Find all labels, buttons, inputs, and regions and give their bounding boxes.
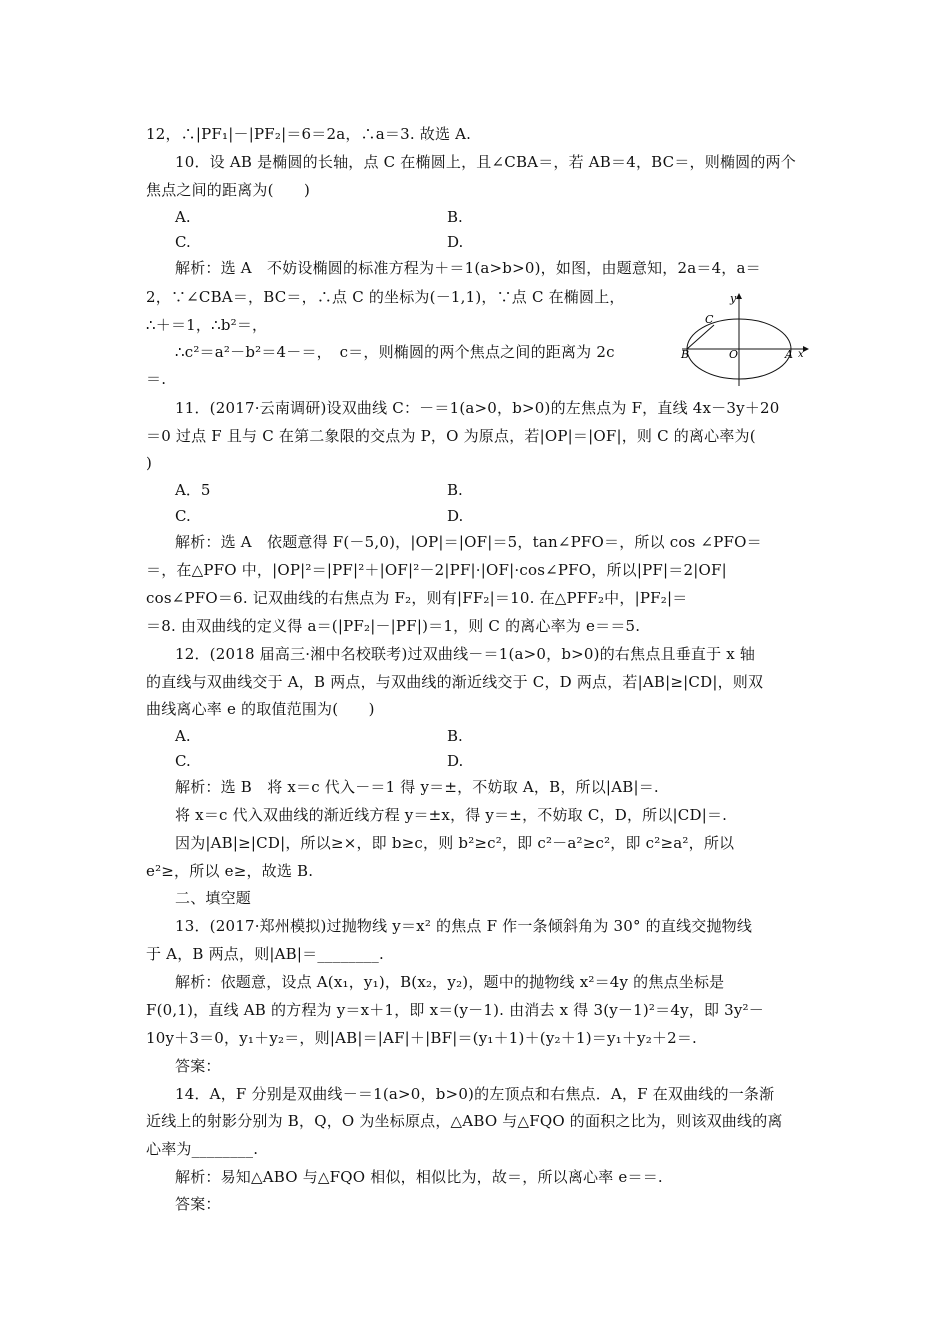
option-right: D. [447,752,464,770]
label-a: A [785,348,793,361]
text-line: 焦点之间的距离为( ) [146,181,311,199]
text-line: 解析：选 A 依题意得 F(－5,0)，|OP|＝|OF|＝5，tan∠PFO＝，所以 cos ∠PFO＝ [175,533,762,551]
text-line: ＝，在△PFO 中，|OP|²＝|PF|²＋|OF|²－2|PF|·|OF|·cos∠PFO，所以|PF|＝2|OF| [146,561,727,579]
text-line: 的直线与双曲线交于 A，B 两点，与双曲线的渐近线交于 C，D 两点，若|AB|≥|CD|，则双 [146,673,764,691]
text-line: 10y＋3＝0，y₁＋y₂＝，则|AB|＝|AF|＋|BF|＝(y₁＋1)＋(y₂＋1)＝y₁＋y₂＋2＝. [146,1029,698,1047]
text-line: 解析：依题意，设点 A(x₁，y₁)，B(x₂，y₂)，题中的抛物线 x²＝4y 的焦点坐标是 [175,973,725,991]
label-o: O [729,348,739,361]
option-left: C. [175,507,191,525]
label-b: B [681,348,690,361]
text-line: 12，∴|PF₁|－|PF₂|＝6＝2a，∴a＝3. 故选 A. [146,125,472,143]
option-right: B. [447,208,463,226]
option-left: C. [175,752,191,770]
text-line: 将 x＝c 代入双曲线的渐近线方程 y＝±x，得 y＝±，不妨取 C，D，所以|CD|＝. [175,806,728,824]
text-line: e²≥，所以 e≥，故选 B. [146,862,314,880]
label-y: y [730,292,737,305]
text-line: 心率为________. [146,1140,259,1158]
text-line: 10．设 AB 是椭圆的长轴，点 C 在椭圆上，且∠CBA＝，若 AB＝4，BC＝，则椭圆的两个 [175,153,796,171]
text-line: 解析：选 B 将 x＝c 代入－＝1 得 y＝±，不妨取 A，B，所以|AB|＝. [175,778,659,796]
text-line: 解析：易知△ABO 与△FQO 相似，相似比为，故＝，所以离心率 e＝＝. [175,1168,663,1186]
text-line: 解析：选 A 不妨设椭圆的标准方程为＋＝1(a>b>0)，如图，由题意知，2a＝4，a＝ [175,259,761,277]
text-line: ∴＋＝1，∴b²＝， [146,316,268,334]
text-line: ＝0 过点 F 且与 C 在第二象限的交点为 P，O 为原点，若|OP|＝|OF|，则 C 的离心率为( [146,427,756,445]
text-line: 近线上的射影分别为 B，Q，O 为坐标原点，△ABO 与△FQO 的面积之比为，则该双曲线的离 [146,1112,783,1130]
text-line: 答案： [175,1195,221,1213]
option-left: C. [175,233,191,251]
text-line: F(0,1)，直线 AB 的方程为 y＝x＋1，即 x＝(y－1). 由消去 x 得 3(y－1)²＝4y，即 3y²－ [146,1001,764,1019]
text-line: 13．(2017·郑州模拟)过抛物线 y＝x² 的焦点 F 作一条倾斜角为 30° 的直线交抛物线 [175,917,753,935]
text-line: 12．(2018 届高三·湘中名校联考)过双曲线－＝1(a>0，b>0)的右焦点且垂直于 x 轴 [175,645,756,663]
text-line: ＝. [146,370,167,388]
label-c: C [705,313,714,326]
option-right: B. [447,727,463,745]
text-line: 因为|AB|≥|CD|，所以≥×，即 b≥c，则 b²≥c²，即 c²－a²≥c²，即 c²≥a²，所以 [175,834,735,852]
option-left: A. [175,208,191,226]
text-line: 答案： [175,1057,221,1075]
text-line: 14．A，F 分别是双曲线－＝1(a>0，b>0)的左顶点和右焦点．A，F 在双曲线的一条渐 [175,1085,775,1103]
text-line: cos∠PFO＝6. 记双曲线的右焦点为 F₂，则有|FF₂|＝10. 在△PFF₂中，|PF₂|＝ [146,589,688,607]
text-line: ∴c²＝a²－b²＝4－＝， c＝，则椭圆的两个焦点之间的距离为 2c [175,343,615,361]
text-line: 2，∵∠CBA＝，BC＝，∴点 C 的坐标为(－1,1)，∵点 C 在椭圆上， [146,288,625,306]
ellipse-figure [680,290,810,390]
text-line: 曲线离心率 e 的取值范围为( ) [146,700,375,718]
option-right: B. [447,481,463,499]
option-left: A. [175,727,191,745]
option-right: D. [447,233,464,251]
text-line: 于 A，B 两点，则|AB|＝________. [146,945,384,963]
option-left: A．5 [175,481,211,499]
label-x: x [798,349,804,360]
option-right: D. [447,507,464,525]
text-line: ＝8. 由双曲线的定义得 a＝(|PF₂|－|PF|)＝1，则 C 的离心率为 e＝＝5. [146,617,641,635]
text-line: ) [146,454,153,472]
text-line: 11．(2017·云南调研)设双曲线 C：－＝1(a>0，b>0)的左焦点为 F，直线 4x－3y＋20 [175,399,780,417]
text-line: 二、填空题 [175,889,252,907]
